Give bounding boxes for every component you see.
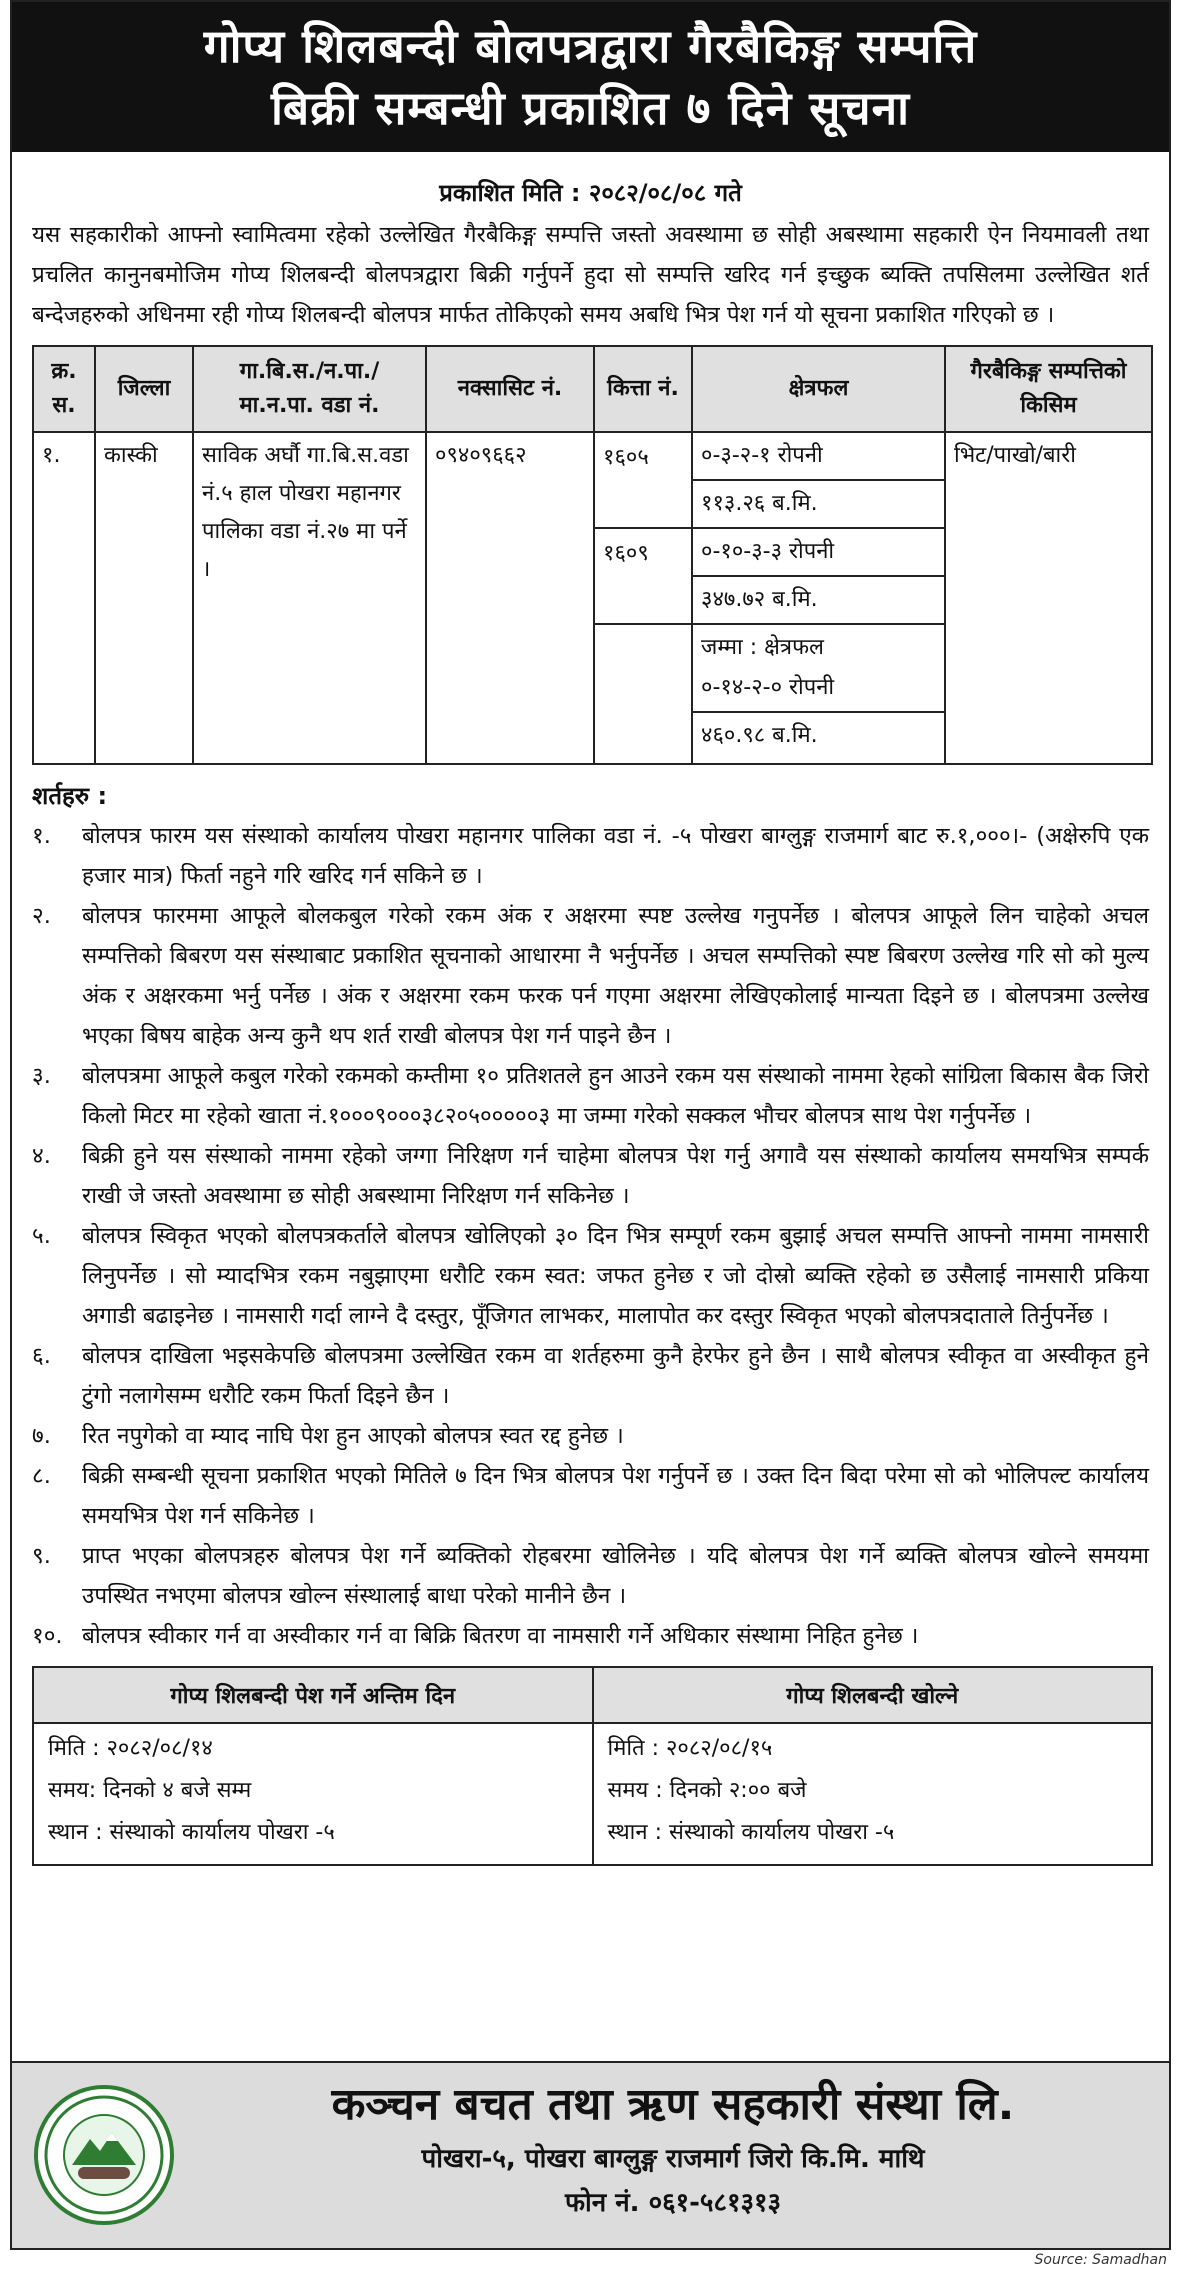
term-number: ७. xyxy=(32,1423,51,1449)
property-table xyxy=(32,345,1153,765)
term-text: बोलपत्र स्विकृत भएको बोलपत्रकर्तालेे बोलपत्र खोलिएको ३० दिन भित्र सम्पूर्ण रकम बुझाई अचल सम्पत्ति आफ्नो नाममा नामसारी लिनुपर्नेछ । सो म्यादभित्र रकम नबुझाएमा धरौटि रकम स्वत: जफत हुनेछ र जो दोस्रो ब्यक्ति रहेको छ उसैलाई नामसारी प्रकिया अगाडी बढाइनेछ । नामसारी गर्दा लाग्ने दै दस्तुर, पूँजिगत लाभकर, मालापोत कर दस्तुर स्विकृत भएको बोलपत्रदाताले तिर्नुपर्नेछ । xyxy=(82,1223,1149,1329)
notice-header xyxy=(12,2,1169,152)
term-text: बोलपत्र फारम यस संस्थाको कार्यालय पोखरा महानगर पालिका वडा नं. -५ पोखरा बाग्लुङ्ग राजमार्ग बाट रु.१,०००।- (अक्षेरुपि एक हजार मात्र) फिर्ता नहुने गरि खरिद गर्न सकिने छ । xyxy=(82,823,1149,889)
term-text: बोलपत्रमा आफूले कबुल गरेको रकमको कम्तीमा १० प्रतिशतले हुन आउने रकम यस संस्थाको नाममा रेहको सांग्रिला बिकास बैक जिरो किलो मिटर मा रहेको खाता नं.१०००९०००३८२०५०००००३ मा जम्मा गरेको सक्कल भौचर बोलपत्र साथ पेश गर्नुपर्नेछ । xyxy=(82,1063,1149,1129)
list-item xyxy=(32,1536,1149,1616)
property-table-header xyxy=(33,346,1152,432)
cell-district: कास्की xyxy=(95,432,193,764)
term-text: बोलपत्र स्वीकार गर्न वा अस्वीकार गर्न वा बिक्रि बितरण वा नामसारी गर्ने अधिकार संस्थामा निहित हुनेछ । xyxy=(82,1623,919,1649)
published-date: प्रकाशित मिति : २०८२/०८/०८ गते xyxy=(439,179,742,207)
notice-page xyxy=(10,0,1171,2250)
term-text: बिक्री हुने यस संस्थाको नाममा रहेको जग्गा निरिक्षण गर्न चाहेमा बोलपत्र पेश गर्नु अगावै यस संस्थाको कार्यालय समयभित्र सम्पर्क राखी जे जस्तो अवस्थामा छ सोही अबस्थामा निरिक्षण गर्न सकिनेछ । xyxy=(82,1143,1149,1209)
submission-time: समय: दिनको ४ बजे सम्म xyxy=(48,1778,252,1803)
area-total-label: जम्मा : क्षेत्रफल xyxy=(701,635,824,660)
kitta-1: १६०५ xyxy=(595,433,691,529)
area-1b: ११३.२६ ब.मि. xyxy=(693,481,944,529)
term-text: रित नपुगेको वा म्याद नाघि पेश हुन आएको बोलपत्र स्वत रद्द हुनेछ । xyxy=(82,1423,624,1449)
organization-phone: फोन नं. ०६१-५८१३१३ xyxy=(564,2188,782,2218)
notice-title-line1: गोप्य शिलबन्दी बोलपत्रद्वारा गैरबैकिङ्ग सम्पत्ति xyxy=(203,19,978,73)
cell-area xyxy=(692,432,945,764)
term-text: बोलपत्र फारममा आफूले बोलकबुल गरेको रकम अंक र अक्षरमा स्पष्ट उल्लेख गनुपर्नेछ । बोलपत्र आफूले लिन चाहेको अचल सम्पत्तिको बिबरण यस संस्थाबाट प्रकाशित सूचनाको आधारमा नै भर्नुपर्नेछ । अचल सम्पत्तिको स्पष्ट बिबरण उल्लेख गरि सो को मुल्य अंक र अक्षरकमा भर्नु पर्नेछ । अंक र अक्षरमा रकम फरक पर्न गएमा अक्षरमा लेखिएकोलाई मान्यता दिइने छ । बोलपत्रमा उल्लेख भएका बिषय बाहेक अन्य कुनै थप शर्त राखी बोलपत्र पेश गर्न पाइने छैन । xyxy=(82,903,1149,1049)
header-district: जिल्ला xyxy=(95,346,193,432)
header-ward: गा.बि.स./न.पा./ मा.न.पा. वडा नं. xyxy=(193,346,426,432)
term-text: प्राप्त भएका बोलपत्रहरु बोलपत्र पेश गर्ने ब्यक्तिको रोहबरमा खोलिनेछ । यदि बोलपत्र पेश गर्ने ब्यक्ति बोलपत्र खोल्ने समयमा उपस्थित नभएमा बोलपत्र खोल्न संस्थालाई बाधा परेको मानीने छैन । xyxy=(82,1543,1149,1609)
area-total-ropani: ०-१४-२-० रोपनी xyxy=(693,665,944,713)
term-number: १. xyxy=(32,823,51,849)
cell-property-type: भिट/पाखो/बारी xyxy=(945,432,1152,764)
cooperative-logo-icon xyxy=(34,2085,174,2225)
list-item xyxy=(32,1456,1149,1536)
list-item xyxy=(32,1336,1149,1416)
cell-kitta xyxy=(594,432,692,764)
list-item xyxy=(32,816,1149,896)
cell-ward: साविक अर्घौ गा.बि.स.वडा नं.५ हाल पोखरा महानगर पालिका वडा नं.२७ मा पर्ने । xyxy=(193,432,426,764)
cell-sn: १. xyxy=(33,432,95,764)
area-total-sqm: ४६०.९८ ब.मि. xyxy=(701,723,818,748)
header-property-type: गैरबैकिङ्ग सम्पत्तिको किसिम xyxy=(945,346,1152,432)
organization-footer xyxy=(12,2061,1169,2248)
notice-title-line2: बिक्री सम्बन्धी प्रकाशित ७ दिने सूचना xyxy=(270,81,911,135)
term-number: ३. xyxy=(32,1063,51,1089)
term-text: बोलपत्र दाखिला भइसकेपछि बोलपत्रमा उल्लेखित रकम वा शर्तहरुमा कुनै हेरफेर हुने छैन । साथै बोलपत्र स्वीकृत वा अस्वीकृत हुने टुंगो नलागेसम्म धरौटि रकम फिर्ता दिइने छैन । xyxy=(82,1343,1149,1409)
source-credit: Source: Samadhan xyxy=(1034,2252,1167,2268)
header-kitta: कित्ता नं. xyxy=(594,346,692,432)
term-number: ५. xyxy=(32,1223,51,1249)
organization-name: कञ्चन बचत तथा ऋण सहकारी संस्था लि. xyxy=(331,2079,1015,2130)
term-number: ९. xyxy=(32,1543,51,1569)
area-1a: ०-३-२-१ रोपनी xyxy=(693,433,944,481)
term-number: ४. xyxy=(32,1143,51,1169)
cell-map-sheet: ०९४०९६६२ xyxy=(426,432,594,764)
organization-info xyxy=(187,2073,1159,2225)
term-number: ८. xyxy=(32,1463,51,1489)
submission-deadline-cell xyxy=(33,1723,593,1865)
terms-title: शर्तहरु : xyxy=(32,782,108,810)
list-item xyxy=(32,1616,1149,1656)
term-number: १०. xyxy=(32,1623,63,1649)
area-2b: ३४७.७२ ब.मि. xyxy=(693,577,944,625)
list-item xyxy=(32,1216,1149,1336)
organization-address: पोखरा-५, पोखरा बाग्लुङ्ग राजमार्ग जिरो कि.मि. माथि xyxy=(421,2144,925,2174)
schedule-table xyxy=(32,1666,1153,1866)
terms-list xyxy=(12,816,1169,1656)
list-item xyxy=(32,1056,1149,1136)
header-map-sheet: नक्सासिट नं. xyxy=(426,346,594,432)
list-item xyxy=(32,1136,1149,1216)
submission-date: मिति : २०८२/०८/१४ xyxy=(48,1736,213,1761)
header-sn: क्र. स. xyxy=(33,346,95,432)
list-item xyxy=(32,1416,1149,1456)
opening-header: गोप्य शिलबन्दी खोल्ने xyxy=(593,1667,1153,1723)
submission-place: स्थान : संस्थाको कार्यालय पोखरा -५ xyxy=(48,1820,335,1845)
kitta-empty xyxy=(595,625,691,763)
opening-time: समय : दिनको २:०० बजे xyxy=(607,1778,807,1803)
area-2a: ०-१०-३-३ रोपनी xyxy=(693,529,944,577)
table-row xyxy=(33,432,1152,764)
opening-date: मिति : २०८२/०८/१५ xyxy=(607,1736,773,1761)
submission-deadline-header: गोप्य शिलबन्दी पेश गर्ने अन्तिम दिन xyxy=(33,1667,593,1723)
term-number: ६. xyxy=(32,1343,51,1369)
kitta-2: १६०९ xyxy=(595,529,691,625)
header-area: क्षेत्रफल xyxy=(692,346,945,432)
list-item xyxy=(32,896,1149,1056)
term-number: २. xyxy=(32,903,51,929)
term-text: बिक्री सम्बन्धी सूचना प्रकाशित भएको मितिले ७ दिन भित्र बोलपत्र पेश गर्नुपर्ने छ । उक्त दिन बिदा परेमा सो को भोलिपल्ट कार्यालय समयभित्र पेश गर्न सकिनेछ । xyxy=(82,1463,1149,1529)
intro-paragraph: यस सहकारीको आफ्नो स्वामित्वमा रहेको उल्लेखित गैरबैकिङ्ग सम्पत्ति जस्तो अवस्थामा छ सोही अबस्थामा सहकारी ऐन नियमावली तथा प्रचलित कानुनबमोजिम गोप्य शिलबन्दी बोलपत्रद्वारा बिक्री गर्नुपर्ने हुदा सो सम्पत्ति खरिद गर्न इच्छुक ब्यक्ति तपसिलमा उल्लेखित शर्त बन्देजहरुको अधिनमा रही गोप्य शिलबन्दी बोलपत्र मार्फत तोकिएको समय अबधि भित्र पेश गर्न यो सूचना प्रकाशित गरिएको छ । xyxy=(32,222,1149,328)
opening-cell xyxy=(593,1723,1153,1865)
opening-place: स्थान : संस्थाको कार्यालय पोखरा -५ xyxy=(607,1820,895,1845)
